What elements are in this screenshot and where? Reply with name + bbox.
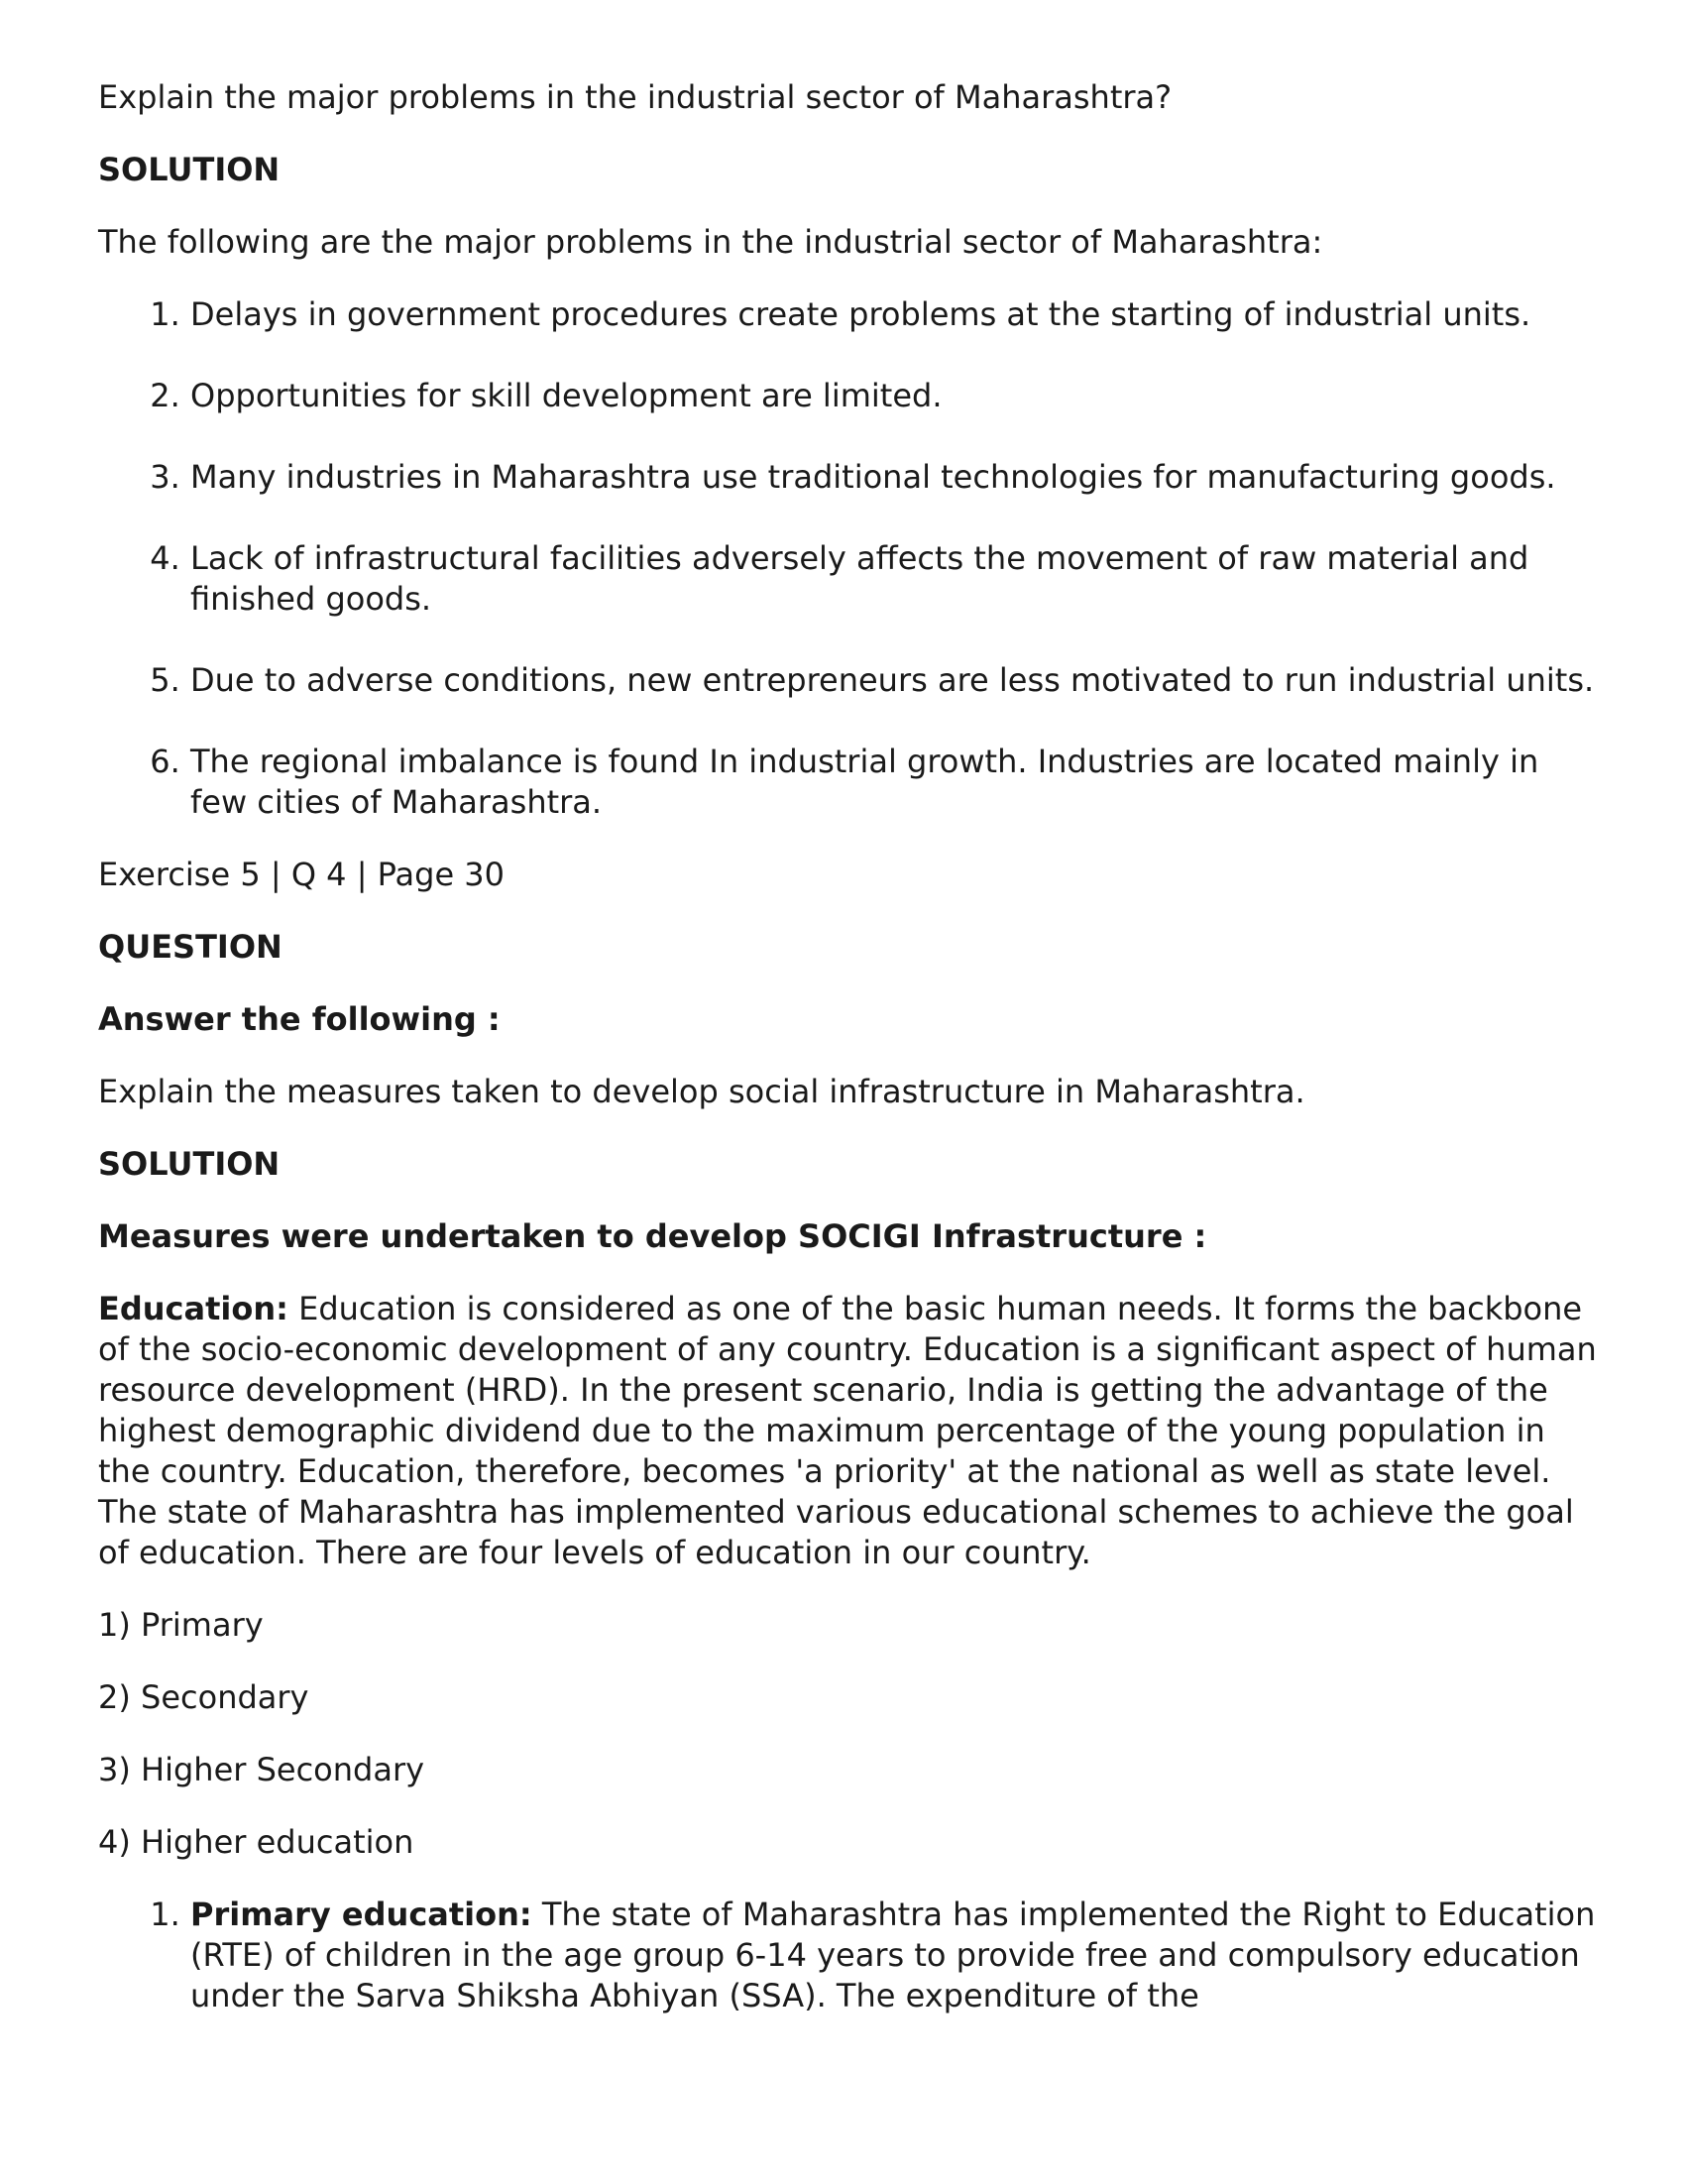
level-item: 2) Secondary	[98, 1678, 309, 1716]
solution-heading: SOLUTION	[98, 1145, 281, 1183]
instruction-heading: Answer the following :	[98, 1000, 501, 1038]
problems-list	[98, 294, 1605, 823]
measures-heading: Measures were undertaken to develop SOCIGI Infrastructure :	[98, 1217, 1207, 1255]
solution-intro: The following are the major problems in the industrial sector of Maharashtra:	[98, 223, 1323, 261]
list-item: 5. Due to adverse conditions, new entrepreneurs are less motivated to run industrial units.	[190, 660, 1605, 701]
education-text: Education is considered as one of the basic human needs. It forms the backbone of the socio-economic development of any country. Education is a significant aspect of human resource development (HRD). In the present scenario, India is getting the advantage of the highest demographic dividend due to the maximum percentage of the young population in the country. Education, therefore, becomes 'a priority' at the national as well as state level. The state of Maharashtra has implemented various educational schemes to achieve the goal of education. There are four levels of education in our country.	[98, 1290, 1597, 1571]
primary-education-text: The state of Maharashtra has implemented the Right to Education (RTE) of children in the age group 6-14 years to provide free and compulsory education under the Sarva Shiksha Abhiyan (SSA). The expenditure of the	[190, 1896, 1596, 2014]
question-heading: QUESTION	[98, 928, 282, 966]
document-page	[98, 77, 1605, 2048]
education-levels-list	[98, 1895, 1605, 2016]
list-item: 6. The regional imbalance is found In industrial growth. Industries are located mainly in few cities of Maharashtra.	[190, 742, 1605, 823]
level-item: 1) Primary	[98, 1606, 264, 1644]
level-item: 4) Higher education	[98, 1823, 414, 1861]
exercise-reference: Exercise 5 | Q 4 | Page 30	[98, 856, 506, 893]
level-item: 3) Higher Secondary	[98, 1751, 425, 1788]
list-item	[190, 1895, 1605, 2016]
question-text: Explain the measures taken to develop social infrastructure in Maharashtra.	[98, 1073, 1305, 1110]
list-item: 2. Opportunities for skill development are limited.	[190, 376, 1605, 416]
education-paragraph	[98, 1289, 1605, 1573]
list-item: 1. Delays in government procedures create problems at the starting of industrial units.	[190, 294, 1605, 335]
list-item: 3. Many industries in Maharashtra use traditional technologies for manufacturing goods.	[190, 457, 1605, 498]
education-label: Education:	[98, 1290, 288, 1327]
solution-heading: SOLUTION	[98, 151, 281, 188]
primary-education-label: Primary education:	[190, 1896, 532, 1933]
list-item: 4. Lack of infrastructural facilities adversely affects the movement of raw material and finished goods.	[190, 538, 1605, 620]
question-text: Explain the major problems in the industrial sector of Maharashtra?	[98, 78, 1173, 116]
